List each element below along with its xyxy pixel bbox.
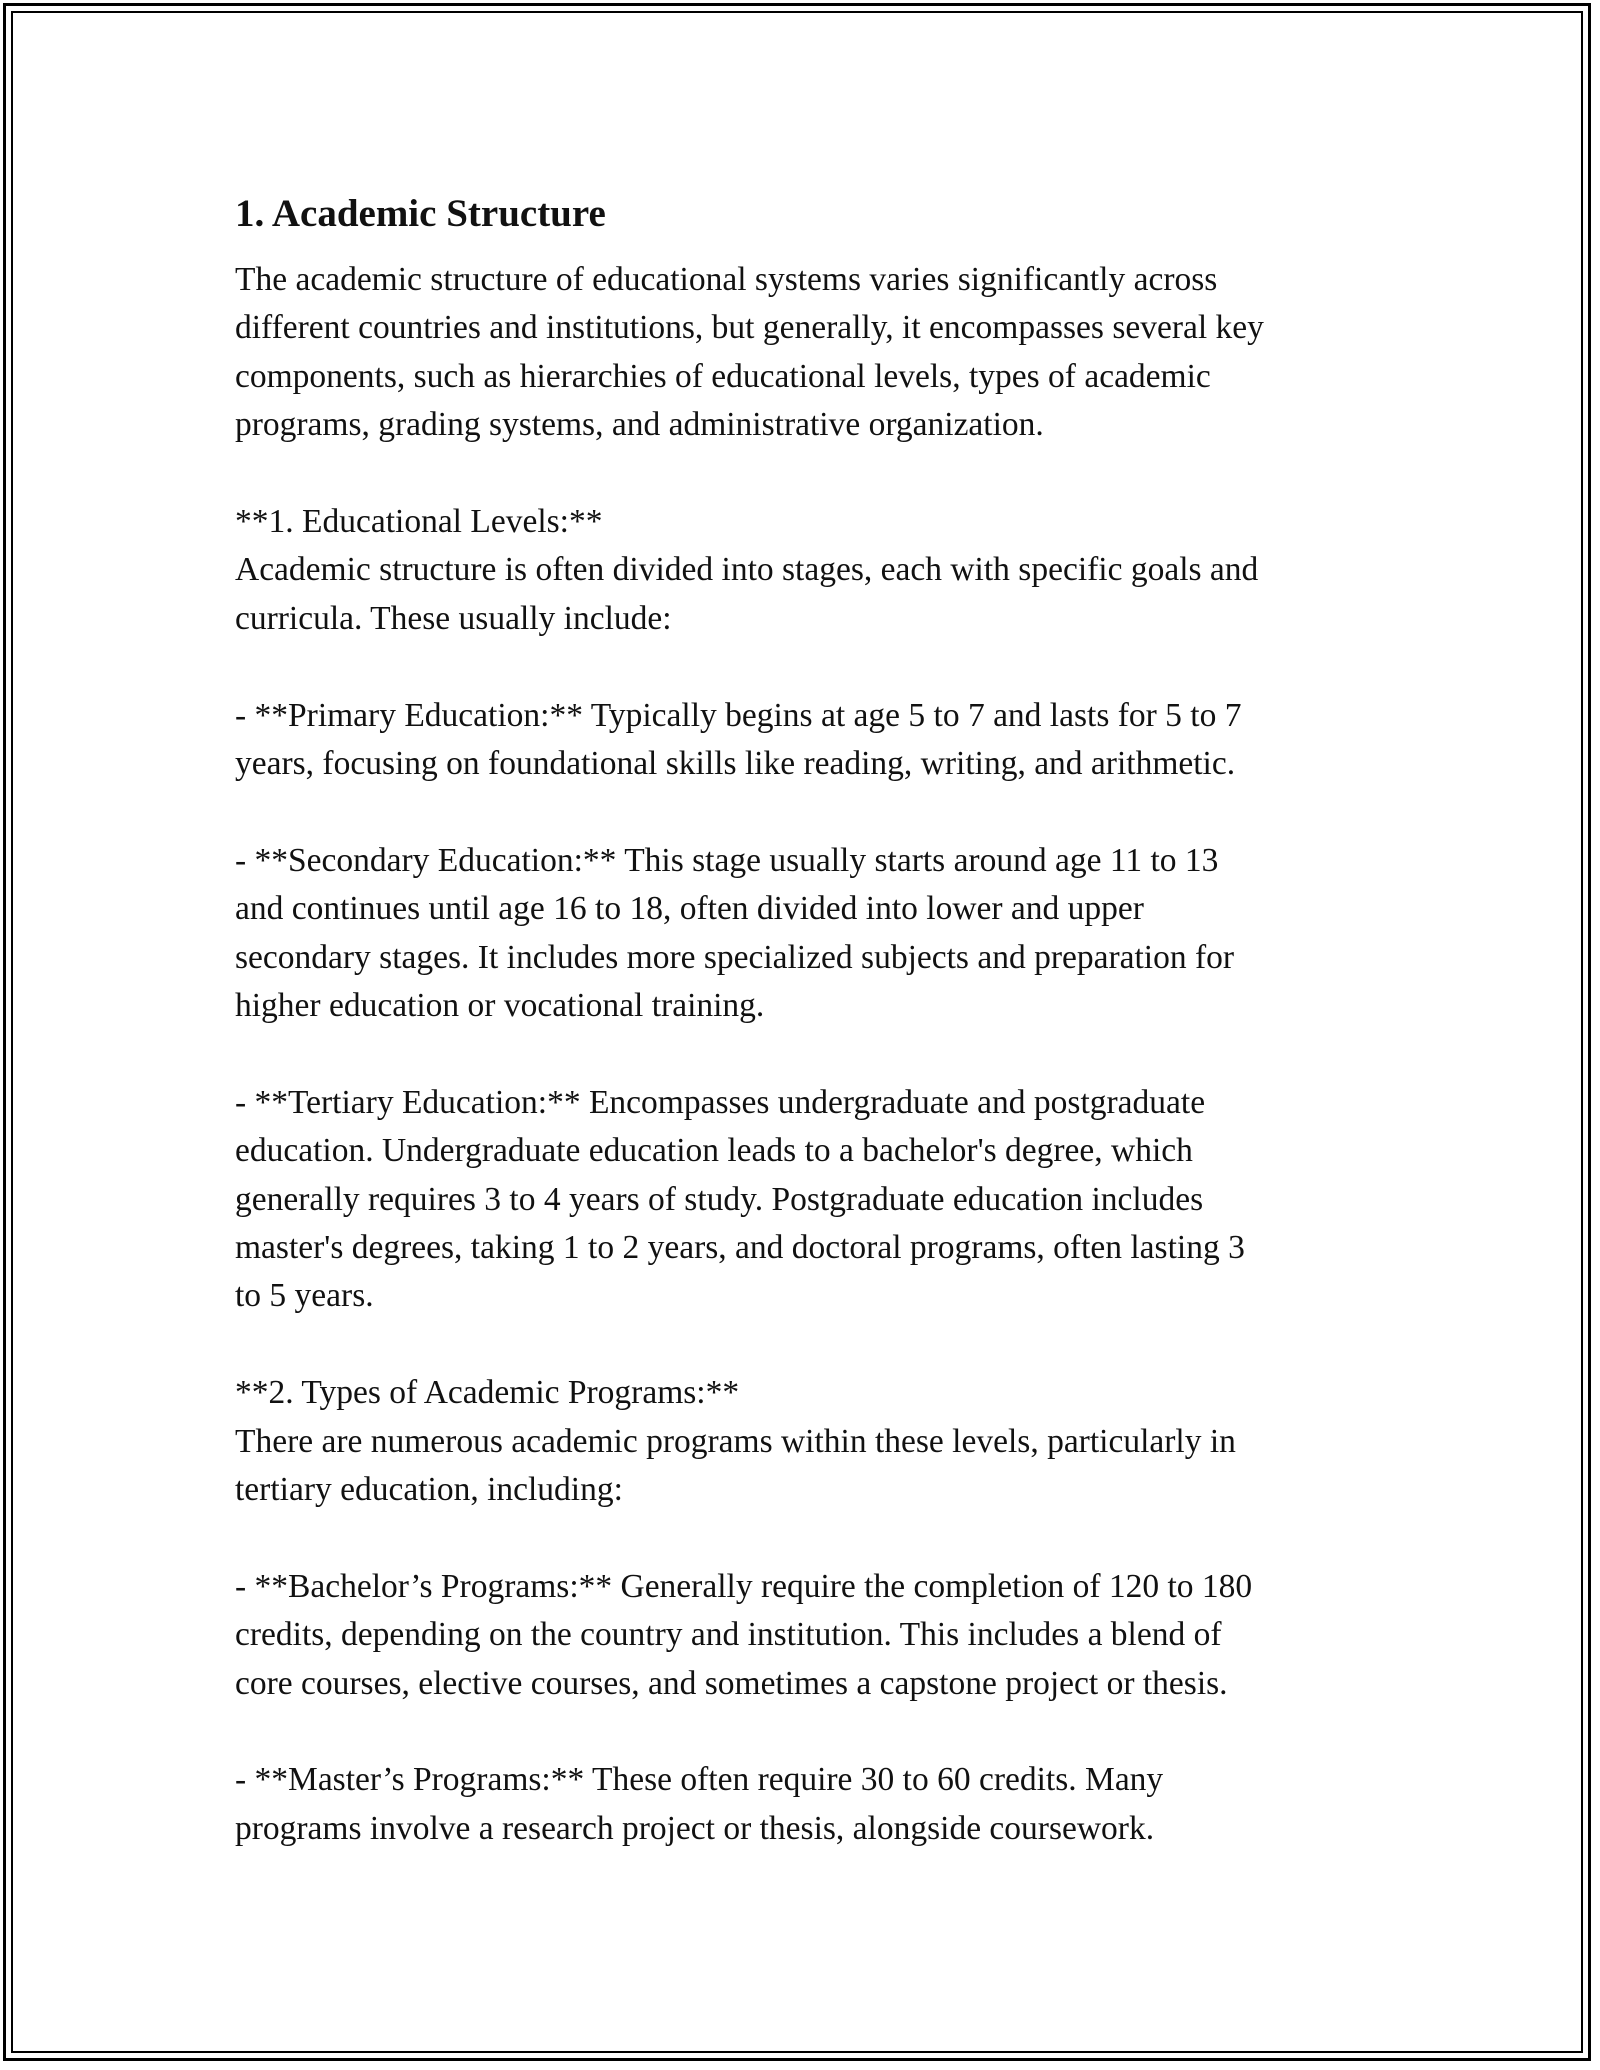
paragraph-academic-programs	[235, 1369, 1385, 1514]
paragraph-primary-education	[235, 692, 1385, 789]
list-item-line: - **Primary Education:** Typically begins at age 5 to 7 and lasts for 5 to 7	[235, 696, 1242, 734]
text-line: The academic structure of educational systems varies significantly across	[235, 261, 1218, 298]
paragraph-educational-levels	[235, 498, 1385, 643]
text-line: higher education or vocational training.	[235, 987, 765, 1025]
text-line: education. Undergraduate education leads to a bachelor's degree, which	[235, 1132, 1193, 1170]
text-line: secondary stages. It includes more specialized subjects and preparation for	[235, 938, 1235, 976]
paragraph-intro	[235, 256, 1385, 450]
text-line: credits, depending on the country and institution. This includes a blend of	[235, 1616, 1222, 1654]
text-line: tertiary education, including:	[235, 1471, 623, 1509]
text-line: components, such as hierarchies of educational levels, types of academic	[235, 357, 1211, 395]
text-line: and continues until age 16 to 18, often divided into lower and upper	[235, 890, 1144, 928]
paragraph-masters-programs	[235, 1756, 1385, 1853]
paragraph-bachelors-programs	[235, 1563, 1385, 1708]
text-line: programs involve a research project or thesis, alongside coursework.	[235, 1809, 1155, 1847]
text-line: There are numerous academic programs within these levels, particularly in	[235, 1422, 1236, 1460]
text-line: Academic structure is often divided into stages, each with specific goals and	[235, 551, 1259, 589]
list-item-line: - **Secondary Education:** This stage usually starts around age 11 to 13	[235, 841, 1219, 879]
section-heading: **2. Types of Academic Programs:**	[235, 1374, 740, 1412]
text-line: programs, grading systems, and administrative organization.	[235, 406, 1044, 444]
text-line: core courses, elective courses, and sometimes a capstone project or thesis.	[235, 1664, 1228, 1702]
section-heading: **1. Educational Levels:**	[235, 503, 603, 541]
page-title: 1. Academic Structure	[235, 192, 606, 235]
text-line: different countries and institutions, but generally, it encompasses several key	[235, 309, 1264, 347]
text-line: to 5 years.	[235, 1277, 374, 1315]
text-line: master's degrees, taking 1 to 2 years, and doctoral programs, often lasting 3	[235, 1229, 1245, 1267]
paragraph-tertiary-education	[235, 1079, 1385, 1321]
list-item-line: - **Master’s Programs:** These often require 30 to 60 credits. Many	[235, 1761, 1164, 1799]
document-body	[235, 184, 1385, 1902]
paragraph-secondary-education	[235, 837, 1385, 1031]
list-item-line: - **Tertiary Education:** Encompasses undergraduate and postgraduate	[235, 1083, 1206, 1121]
text-line: years, focusing on foundational skills like reading, writing, and arithmetic.	[235, 745, 1236, 783]
list-item-line: - **Bachelor’s Programs:** Generally require the completion of 120 to 180	[235, 1567, 1253, 1605]
text-line: generally requires 3 to 4 years of study. Postgraduate education includes	[235, 1180, 1204, 1218]
text-line: curricula. These usually include:	[235, 599, 672, 637]
